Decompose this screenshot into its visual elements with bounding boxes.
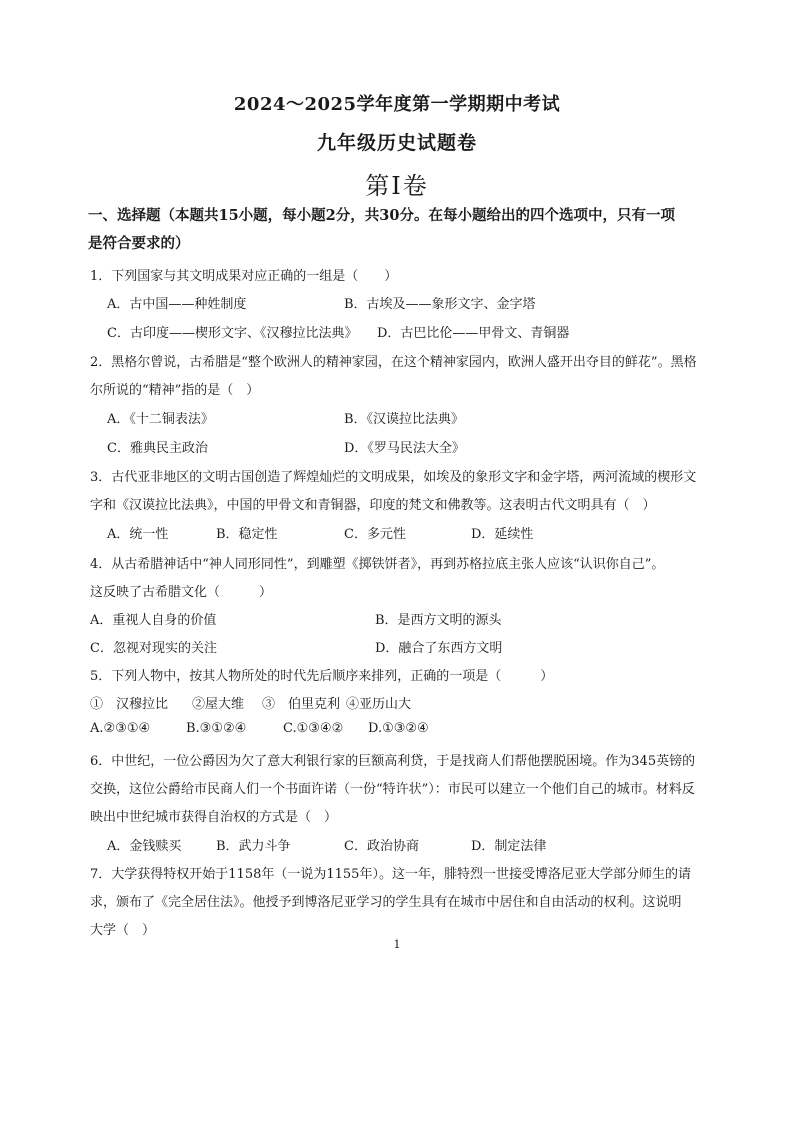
option-d: D.①③②④ [368, 721, 429, 736]
option-a: A.②③①④ [90, 721, 151, 736]
section-heading-cont: 是符合要求的） [88, 235, 190, 252]
option-c: C．多元性 [344, 527, 406, 542]
question-stem: 4．从古希腊神话中“神人同形同性”，到雕塑《掷铁饼者》，再到苏格拉底主张人应该“认识你自己”。 [90, 557, 665, 572]
option-b: B．稳定性 [216, 527, 278, 542]
question-stem: 求，颁布了《完全居住法》。他授予到博洛尼亚学习的学生具有在城市中居住和自由活动的权利。这说明 [90, 895, 682, 910]
question-stem: 1．下列国家与其文明成果对应正确的一组是（ ） [90, 269, 398, 284]
option-b: B．是西方文明的源头 [375, 613, 502, 628]
exam-title: 2024～2025学年度第一学期期中考试 [233, 94, 561, 115]
option-c: C．雅典民主政治 [107, 441, 208, 456]
option-b: B.③①②④ [186, 721, 247, 736]
option-c: C．忽视对现实的关注 [90, 641, 217, 656]
option-d: D．《罗马民法大全》 [344, 441, 465, 456]
question-stem: 映出中世纪城市获得自治权的方式是（ ） [90, 810, 338, 825]
option-d: D．古巴比伦——甲骨文、青铜器 [377, 326, 570, 341]
exam-subtitle: 九年级历史试题卷 [316, 132, 477, 154]
question-stem: 5．下列人物中，按其人物所处的时代先后顺序来排列，正确的一项是（ ） [90, 669, 554, 684]
question-stem: 7．大学获得特权开始于1158年（一说为1155年）。这一年，腓特烈一世接受博洛尼亚大学部分师生的请 [90, 867, 691, 882]
question-stem: 大学（ ） [90, 923, 156, 938]
question-stem: 6．中世纪，一位公爵因为欠了意大利银行家的巨额高利贷，于是找商人们帮他摆脱困境。作为345英镑的 [90, 754, 696, 769]
option-b: B．武力斗争 [216, 839, 291, 854]
option-b: B．《汉谟拉比法典》 [344, 412, 465, 427]
person-item: ④亚历山大 [346, 697, 412, 712]
option-c: C．政治协商 [344, 839, 419, 854]
option-d: D．延续性 [471, 527, 534, 542]
section-heading: 一、选择题（本题共15小题，每小题2分，共30分。在每小题给出的四个选项中，只有一项 [88, 207, 675, 224]
option-d: D．融合了东西方文明 [375, 641, 503, 656]
option-a: A．古中国——种姓制度 [107, 297, 247, 312]
option-d: D．制定法律 [471, 839, 547, 854]
person-item: ②屋大维 [192, 697, 245, 712]
question-stem: 交换，这位公爵给市民商人们一个书面许诺（一份“特许状”）：市民可以建立一个他们自己的城市。材料反 [90, 782, 695, 797]
option-a: A．重视人自身的价值 [90, 613, 217, 628]
person-item: ① 汉穆拉比 [90, 697, 169, 712]
question-stem: 3．古代亚非地区的文明古国创造了辉煌灿烂的文明成果，如埃及的象形文字和金字塔，两河流域的楔形文 [90, 470, 697, 485]
question-stem: 尔所说的“精神”指的是（ ） [90, 383, 260, 398]
page-number: 1 [393, 938, 401, 951]
option-a: A．统一性 [107, 527, 169, 542]
option-b: B．古埃及——象形文字、金字塔 [344, 297, 536, 312]
question-stem: 2．黑格尔曾说，古希腊是“整个欧洲人的精神家园，在这个精神家园内，欧洲人盛开出夺目的鲜花”。黑格 [90, 355, 697, 370]
option-a: A．金钱赎买 [107, 839, 182, 854]
person-item: ③ 伯里克利 [262, 697, 341, 712]
option-c: C.①③④② [283, 721, 344, 736]
question-stem: 字和《汉谟拉比法典》，中国的甲骨文和青铜器，印度的梵文和佛教等。这表明古代文明具有（ ） [90, 498, 656, 513]
option-a: A．《十二铜表法》 [107, 412, 214, 427]
volume-heading: 第Ⅰ卷 [365, 172, 429, 200]
question-stem: 这反映了古希腊文化（ ） [90, 585, 273, 600]
option-c: C．古印度——楔形文字、《汉穆拉比法典》 [107, 326, 358, 341]
